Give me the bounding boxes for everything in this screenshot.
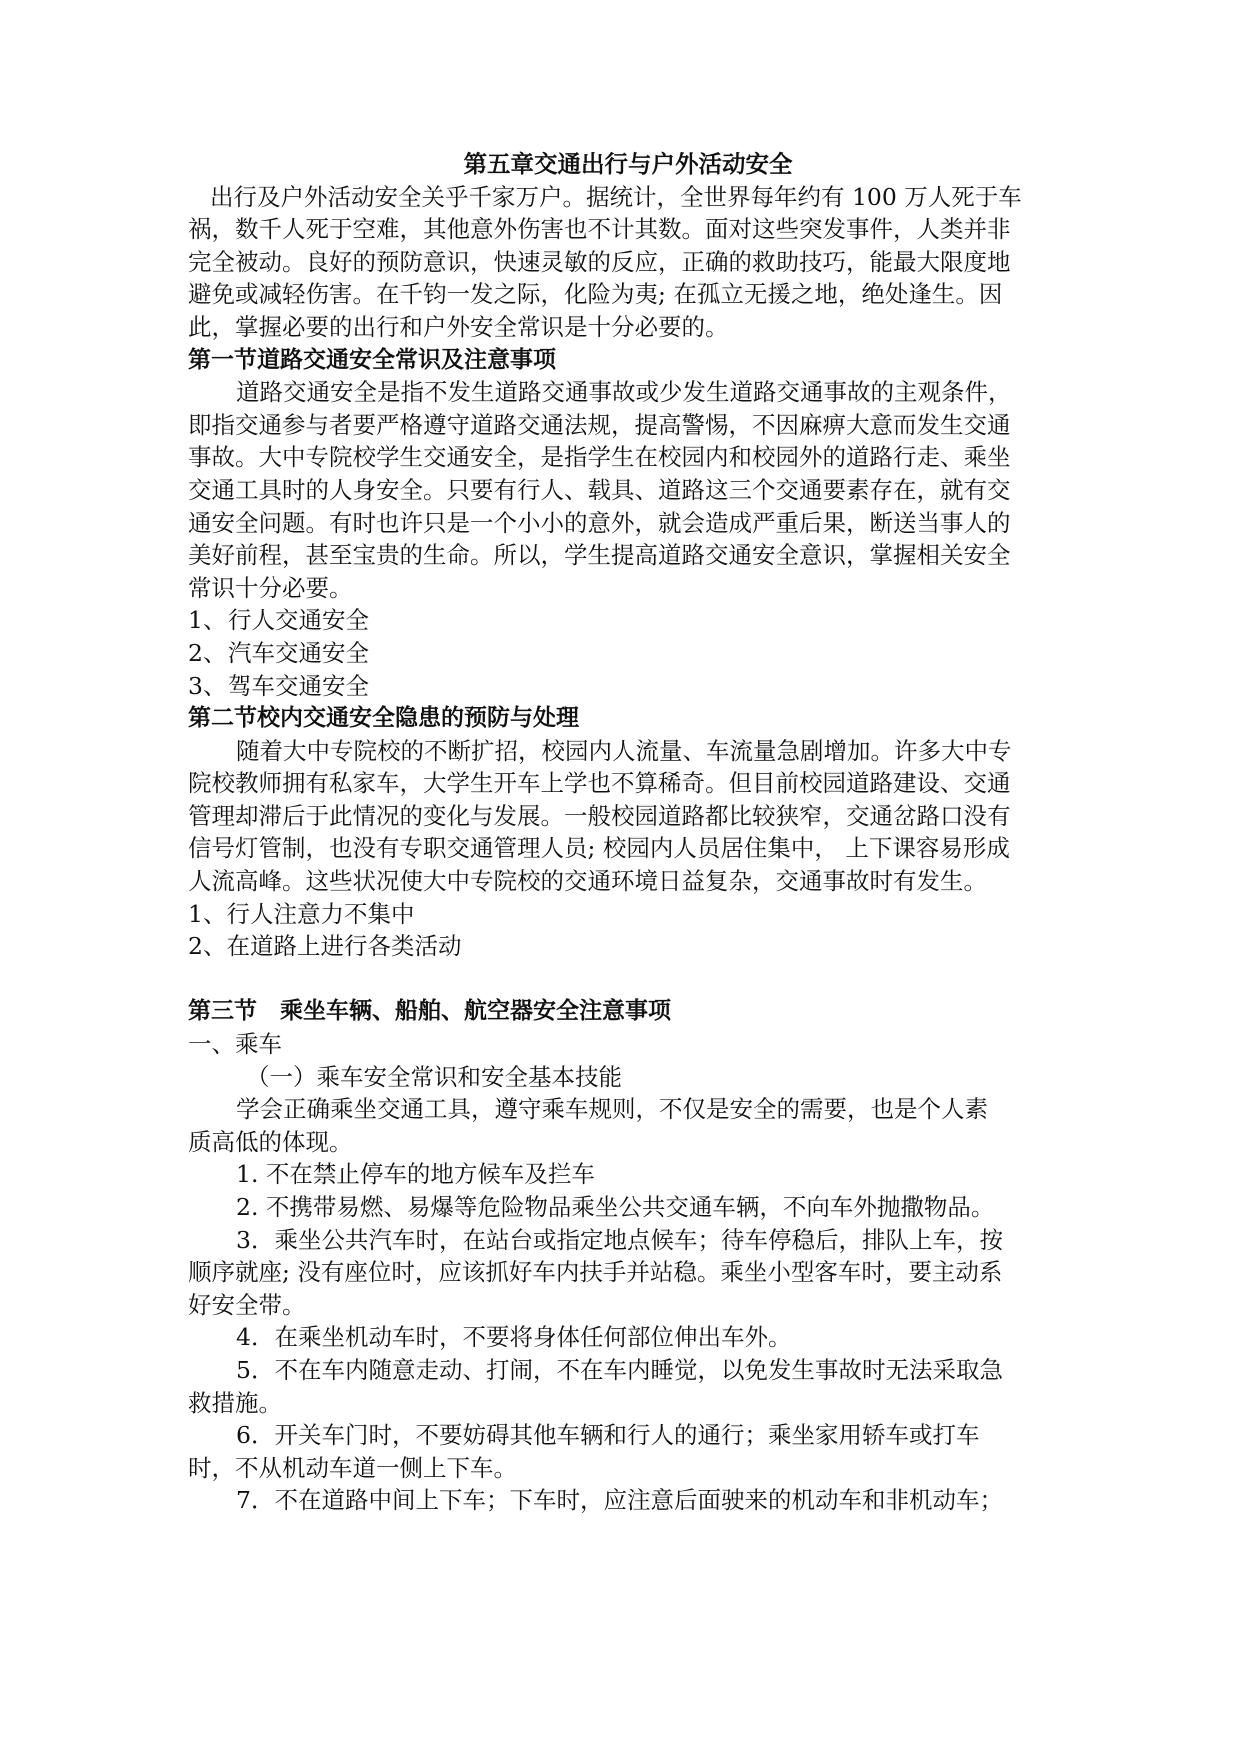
section2-list-item: 2、在道路上进行各类活动 [188,932,462,961]
section1-paragraph-line: 常识十分必要。 [188,573,353,602]
section2-list-item: 1、行人注意力不集中 [188,899,415,928]
list-text: 汽车交通安全 [228,638,369,667]
section3-subheading: 一、乘车 [188,1030,282,1059]
section3-line: 质高低的体现。 [188,1127,353,1156]
list-number: 1、 [188,606,227,635]
section3-line: 7．不在道路中间上下车；下车时，应注意后面驶来的机动车和非机动车； [236,1486,1003,1515]
chapter-title: 第五章交通出行与户外活动安全 [463,150,793,178]
section1-list-item [188,637,1068,670]
section3-line: 顺序就座; 没有座位时，应该抓好车内扶手并站稳。乘坐小型客车时，要主动系 [188,1258,1003,1287]
section3-line: 学会正确乘坐交通工具，遵守乘车规则，不仅是安全的需要，也是个人素 [236,1095,988,1124]
section3-line: 3．乘坐公共汽车时，在站台或指定地点候车；待车停稳后，排队上车，按 [236,1225,1003,1254]
intro-line: 完全被动。良好的预防意识，快速灵敏的反应，正确的救助技巧，能最大限度地 [188,247,1011,276]
section3-line: 救措施。 [188,1388,282,1417]
intro-line: 祸，数千人死于空难，其他意外伤害也不计其数。面对这些突发事件，人类并非 [188,215,1011,244]
list-text: 行人交通安全 [228,606,369,635]
section1-paragraph-line: 通安全问题。有时也许只是一个小小的意外，就会造成严重后果，断送当事人的 [188,508,1011,537]
section1-paragraph-line: 美好前程，甚至宝贵的生命。所以，学生提高道路交通安全意识，掌握相关安全 [188,541,1011,570]
section1-paragraph-line: 即指交通参与者要严格遵守道路交通法规，提高警惕，不因麻痹大意而发生交通 [188,410,1011,439]
section1-paragraph-line: 事故。大中专院校学生交通安全，是指学生在校园内和校园外的道路行走、乘坐 [188,443,1011,472]
section3-line: 2. 不携带易燃、易爆等危险物品乘坐公共交通车辆，不向车外抛撒物品。 [236,1193,995,1221]
section2-paragraph-line: 院校教师拥有私家车，大学生开车上学也不算稀奇。但目前校园道路建设、交通 [188,769,1011,798]
section2-paragraph-line: 管理却滞后于此情况的变化与发展。一般校园道路都比较狭窄，交通岔路口没有 [188,801,1011,830]
section1-heading: 第一节道路交通安全常识及注意事项 [188,346,556,373]
section2-paragraph-line: 信号灯管制，也没有专职交通管理人员; 校园内人员居住集中， 上下课容易形成 [188,834,1010,863]
list-text: 驾车交通安全 [228,671,369,700]
list-number: 2、 [188,638,227,667]
section3-line: 1. 不在禁止停车的地方候车及拦车 [236,1160,595,1189]
blank-line [188,963,1068,996]
section3-line: 4．在乘坐机动车时，不要将身体任何部位伸出车外。 [236,1323,792,1352]
section3-line: 时，不从机动车道一侧上下车。 [188,1453,517,1482]
intro-line: 避免或减轻伤害。在千钧一发之际，化险为夷; 在孤立无援之地，绝处逢生。因 [188,280,1003,309]
section3-line: 5．不在车内随意走动、打闹，不在车内睡觉，以免发生事故时无法采取急 [236,1355,1003,1384]
section2-paragraph-line: 随着大中专院校的不断扩招，校园内人流量、车流量急剧增加。许多大中专 [236,736,1012,765]
intro-line: 此，掌握必要的出行和户外安全常识是十分必要的。 [188,312,729,341]
section3-heading: 第三节 乘坐车辆、船舶、航空器安全注意事项 [188,998,671,1025]
section3-lines [188,1093,1068,1517]
section2-paragraph-line: 人流高峰。这些状况使大中专院校的交通环境日益复杂，交通事故时有发生。 [188,867,987,896]
section1-list-item [188,670,1068,703]
section3-line: 好安全带。 [188,1290,306,1319]
document-body [188,148,1068,1517]
section2-heading: 第二节校内交通安全隐患的预防与处理 [188,705,579,732]
section3-line: 6．开关车门时，不要妨碍其他车辆和行人的通行；乘坐家用轿车或打车 [236,1421,980,1450]
list-number: 3、 [188,671,227,700]
section3-subsubheading: （一）乘车安全常识和安全基本技能 [246,1062,622,1091]
section1-paragraph-line: 道路交通安全是指不发生道路交通事故或少发生道路交通事故的主观条件， [236,378,1012,407]
section1-paragraph-line: 交通工具时的人身安全。只要有行人、载具、道路这三个交通要素存在，就有交 [188,475,1011,504]
intro-line: 出行及户外活动安全关乎千家万户。据统计，全世界每年约有 100 万人死于车 [210,182,1022,211]
section1-list-item [188,604,1068,637]
